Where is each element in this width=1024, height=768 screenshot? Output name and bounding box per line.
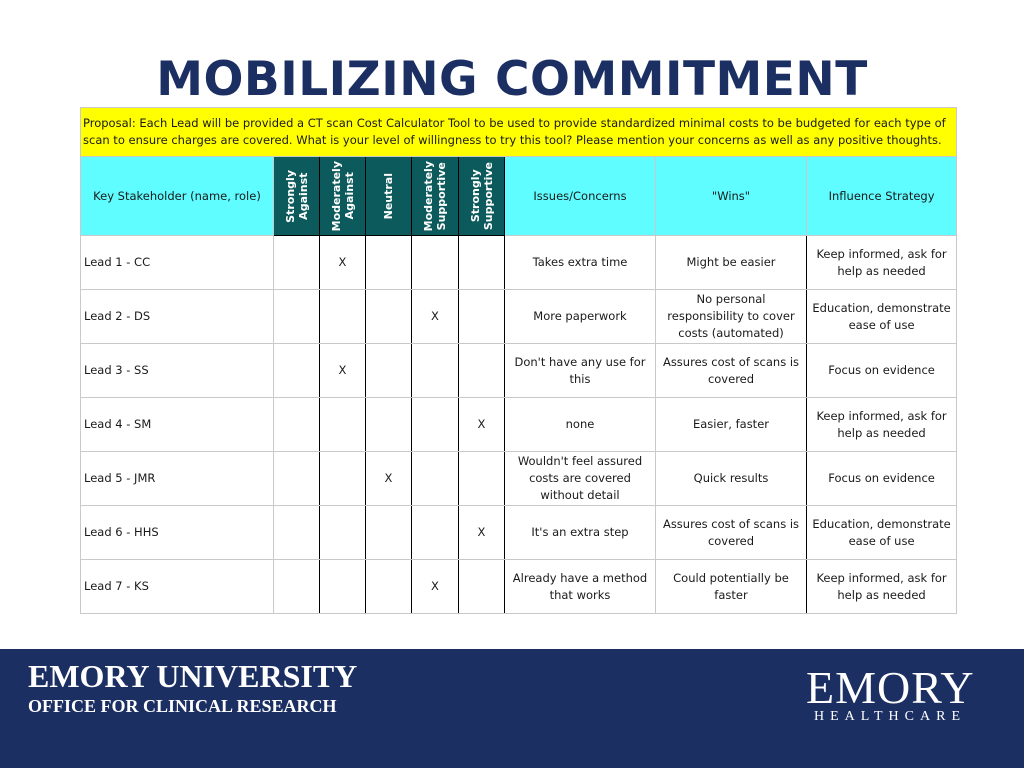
strategy-cell: Focus on evidence	[807, 452, 957, 506]
stakeholder-name: Lead 1 - CC	[81, 236, 274, 290]
stakeholder-name: Lead 5 - JMR	[81, 452, 274, 506]
table-row	[81, 560, 957, 614]
strongly-supportive-cell	[459, 452, 505, 506]
strongly-against-cell	[274, 560, 320, 614]
neutral-cell	[366, 506, 412, 560]
moderately-against-cell	[320, 452, 366, 506]
table-row	[81, 290, 957, 344]
strongly-supportive-cell	[459, 560, 505, 614]
header-moderately-supportive-label: Moderately Supportive	[422, 160, 448, 232]
university-name: EMORY UNIVERSITY	[28, 658, 358, 694]
moderately-against-cell	[320, 560, 366, 614]
header-strategy: Influence Strategy	[807, 157, 957, 236]
table-row	[81, 506, 957, 560]
header-wins: "Wins"	[656, 157, 807, 236]
strongly-supportive-cell	[459, 290, 505, 344]
emory-healthcare-logo-subtitle: HEALTHCARE	[813, 709, 967, 724]
strongly-against-cell	[274, 452, 320, 506]
issues-cell: Don't have any use for this	[505, 344, 656, 398]
strongly-against-cell	[274, 344, 320, 398]
moderately-against-cell	[320, 506, 366, 560]
header-neutral-label: Neutral	[382, 172, 395, 220]
stakeholder-name: Lead 2 - DS	[81, 290, 274, 344]
strongly-against-cell	[274, 506, 320, 560]
neutral-cell	[366, 560, 412, 614]
stakeholder-name: Lead 4 - SM	[81, 398, 274, 452]
moderately-supportive-cell	[412, 344, 459, 398]
header-strongly-against	[274, 157, 320, 236]
footer-banner	[0, 649, 1024, 768]
header-stakeholder: Key Stakeholder (name, role)	[81, 157, 274, 236]
header-moderately-supportive	[412, 157, 459, 236]
header-moderately-against-label: Moderately Against	[329, 160, 356, 232]
wins-cell: Easier, faster	[656, 398, 807, 452]
wins-cell: Might be easier	[656, 236, 807, 290]
neutral-cell	[366, 398, 412, 452]
wins-cell: No personal responsibility to cover costs (automated)	[656, 290, 807, 344]
office-name: OFFICE FOR CLINICAL RESEARCH	[28, 696, 337, 716]
header-strongly-against-label: Strongly Against	[283, 169, 310, 223]
strategy-cell: Education, demonstrate ease of use	[807, 506, 957, 560]
stakeholder-name: Lead 6 - HHS	[81, 506, 274, 560]
moderately-supportive-cell	[412, 236, 459, 290]
header-issues: Issues/Concerns	[505, 157, 656, 236]
stakeholder-name: Lead 3 - SS	[81, 344, 274, 398]
table-row	[81, 236, 957, 290]
strategy-cell: Education, demonstrate ease of use	[807, 290, 957, 344]
strongly-against-cell	[274, 236, 320, 290]
stakeholder-name: Lead 7 - KS	[81, 560, 274, 614]
stakeholder-table	[80, 107, 957, 614]
moderately-supportive-cell	[412, 398, 459, 452]
issues-cell: none	[505, 398, 656, 452]
moderately-against-cell: X	[320, 344, 366, 398]
wins-cell: Assures cost of scans is covered	[656, 344, 807, 398]
strongly-against-cell	[274, 398, 320, 452]
table-row	[81, 452, 957, 506]
issues-cell: More paperwork	[505, 290, 656, 344]
emory-healthcare-logo: EMORY	[806, 662, 975, 713]
page-title: MOBILIZING COMMITMENT	[156, 52, 868, 107]
strongly-supportive-cell	[459, 236, 505, 290]
moderately-against-cell	[320, 398, 366, 452]
neutral-cell	[366, 236, 412, 290]
strategy-cell: Keep informed, ask for help as needed	[807, 236, 957, 290]
moderately-supportive-cell	[412, 452, 459, 506]
issues-cell: Takes extra time	[505, 236, 656, 290]
proposal-text: Proposal: Each Lead will be provided a CT scan Cost Calculator Tool to be used to provide standardized minimal costs to be budgeted for each type of scan to ensure charges are covered. What is your level of willingness to try this tool? Please mention your concerns as well as any positive thoughts.	[81, 108, 957, 157]
moderately-against-cell: X	[320, 236, 366, 290]
strongly-supportive-cell	[459, 344, 505, 398]
header-strongly-supportive	[459, 157, 505, 236]
header-moderately-against	[320, 157, 366, 236]
strongly-against-cell	[274, 290, 320, 344]
issues-cell: It's an extra step	[505, 506, 656, 560]
issues-cell: Wouldn't feel assured costs are covered without detail	[505, 452, 656, 506]
moderately-against-cell	[320, 290, 366, 344]
strategy-cell: Keep informed, ask for help as needed	[807, 560, 957, 614]
neutral-cell: X	[366, 452, 412, 506]
neutral-cell	[366, 344, 412, 398]
table-row	[81, 398, 957, 452]
wins-cell: Could potentially be faster	[656, 560, 807, 614]
issues-cell: Already have a method that works	[505, 560, 656, 614]
neutral-cell	[366, 290, 412, 344]
moderately-supportive-cell: X	[412, 290, 459, 344]
strategy-cell: Keep informed, ask for help as needed	[807, 398, 957, 452]
header-neutral	[366, 157, 412, 236]
header-strongly-supportive-label: Strongly Supportive	[468, 161, 495, 231]
wins-cell: Quick results	[656, 452, 807, 506]
header-row	[81, 157, 957, 236]
strongly-supportive-cell: X	[459, 398, 505, 452]
moderately-supportive-cell	[412, 506, 459, 560]
wins-cell: Assures cost of scans is covered	[656, 506, 807, 560]
table-row	[81, 344, 957, 398]
moderately-supportive-cell: X	[412, 560, 459, 614]
strongly-supportive-cell: X	[459, 506, 505, 560]
strategy-cell: Focus on evidence	[807, 344, 957, 398]
proposal-row	[81, 108, 957, 157]
